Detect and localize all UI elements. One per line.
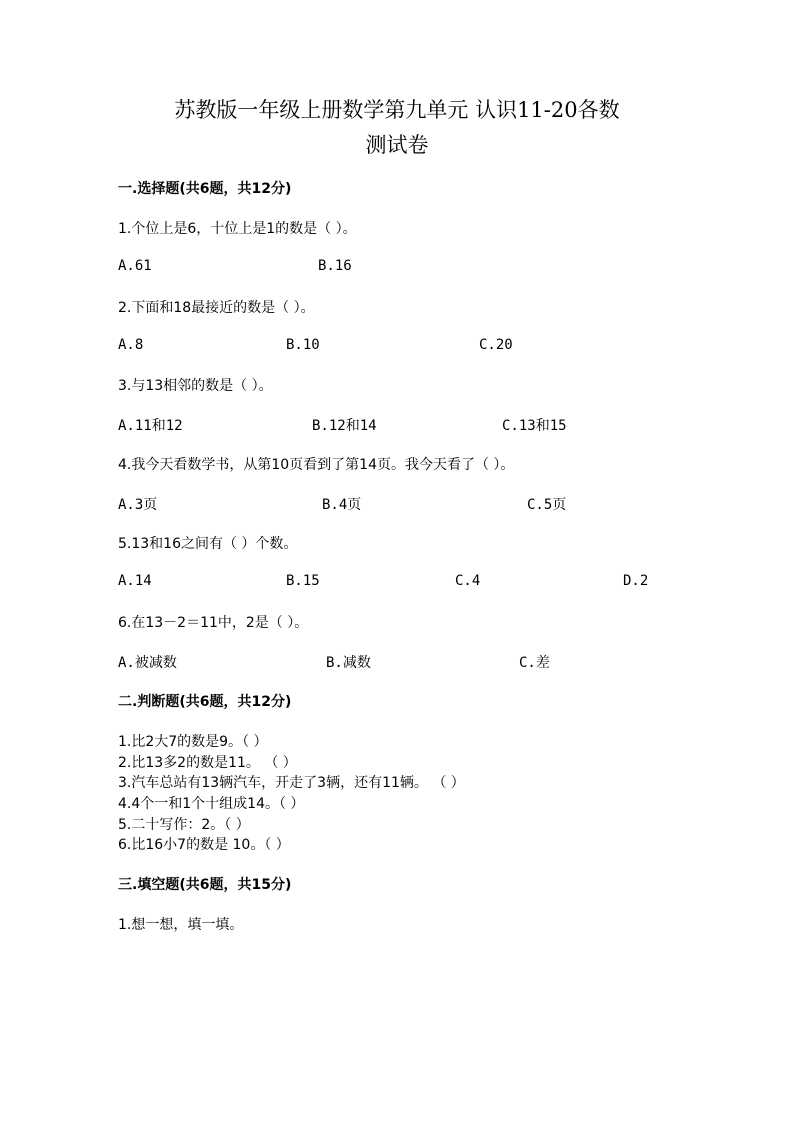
tf-item-2: 2.比13多2的数是11。 （ ）: [118, 755, 297, 771]
question-5: 5.13和16之间有（ ）个数。: [118, 536, 298, 552]
option-5a: A.14: [118, 573, 152, 589]
question-4: 4.我今天看数学书，从第10页看到了第14页。我今天看了（ ）。: [118, 457, 515, 473]
tf-item-1: 1.比2大7的数是9。（ ）: [118, 734, 268, 750]
option-2b: B.10: [286, 337, 320, 353]
option-1a: A.61: [118, 258, 152, 274]
option-6a: A.被减数: [118, 655, 177, 671]
option-6c: C.差: [519, 655, 550, 671]
option-5c: C.4: [455, 573, 481, 589]
option-4a: A.3页: [118, 497, 158, 513]
page-title-line1: 苏教版一年级上册数学第九单元 认识11-20各数: [174, 98, 620, 122]
section-heading-true-false: 二.判断题(共6题，共12分): [118, 694, 292, 710]
fill-item-1: 1.想一想，填一填。: [118, 917, 244, 933]
option-3b: B.12和14: [312, 418, 377, 434]
page-title-line2: 测试卷: [365, 133, 429, 157]
question-1: 1.个位上是6，十位上是1的数是（ ）。: [118, 221, 357, 237]
question-6: 6.在13－2＝11中，2是（ ）。: [118, 615, 309, 631]
option-2c: C.20: [479, 337, 513, 353]
tf-item-4: 4.4个一和1个十组成14。（ ）: [118, 796, 305, 812]
section-heading-fill-in: 三.填空题(共6题，共15分): [118, 877, 292, 893]
question-3: 3.与13相邻的数是（ ）。: [118, 378, 273, 394]
section-heading-choice: 一.选择题(共6题，共12分): [118, 181, 292, 197]
option-1b: B.16: [318, 258, 352, 274]
option-5d: D.2: [623, 573, 649, 589]
option-6b: B.减数: [326, 655, 371, 671]
tf-item-5: 5.二十写作：2。（ ）: [118, 817, 250, 833]
option-4c: C.5页: [527, 497, 567, 513]
option-4b: B.4页: [322, 497, 362, 513]
option-2a: A.8: [118, 337, 144, 353]
option-3c: C.13和15: [502, 418, 567, 434]
option-5b: B.15: [286, 573, 320, 589]
tf-item-3: 3.汽车总站有13辆汽车，开走了3辆，还有11辆。 （ ）: [118, 775, 465, 791]
tf-item-6: 6.比16小7的数是 10。（ ）: [118, 837, 290, 853]
option-3a: A.11和12: [118, 418, 183, 434]
question-2: 2.下面和18最接近的数是（ ）。: [118, 300, 315, 316]
